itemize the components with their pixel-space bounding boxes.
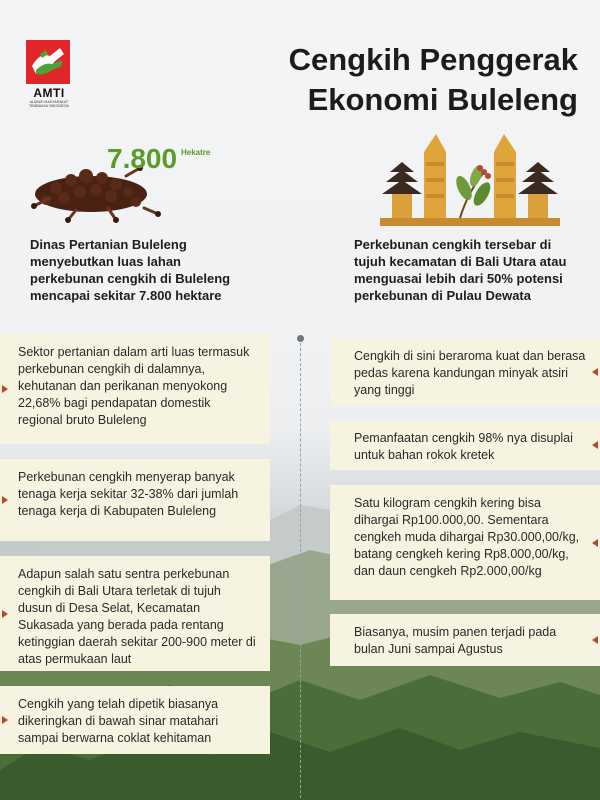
page-title bbox=[248, 40, 578, 120]
fact-card-text: Biasanya, musim panen terjadi pada bulan Juni sampai Agustus bbox=[354, 625, 557, 656]
fact-card-text: Sektor pertanian dalam arti luas termasuk perkebunan cengkih di dalamnya, kehutanan dan perikanan menyokong 22,68% bagi pendapatan domestik regional bruto Buleleng bbox=[18, 345, 250, 427]
card-arrow-icon bbox=[592, 636, 598, 644]
fact-card-text: Cengkih di sini beraroma kuat dan berasa pedas karena kandungan minyak atsiri yang tinggi bbox=[354, 349, 586, 397]
fact-card-text: Satu kilogram cengkih kering bisa dihargai Rp100.000,00. Sementara cengkeh muda dihargai Rp30.000,00/kg, batang cengkeh kering Rp8.000,00/kg, dan daun cengkeh Rp2.000,00/kg bbox=[354, 496, 580, 578]
card-arrow-icon bbox=[2, 716, 8, 724]
card-arrow-icon bbox=[592, 368, 598, 376]
fact-card-left-2 bbox=[0, 459, 270, 541]
balinese-gate-icon bbox=[380, 132, 560, 230]
timeline-dot bbox=[297, 335, 304, 342]
fact-card-left-1 bbox=[0, 334, 270, 444]
stat-value: 7.800 bbox=[107, 143, 178, 174]
fact-card-right-1 bbox=[330, 338, 600, 406]
logo-mark bbox=[26, 40, 70, 84]
fact-card-right-2 bbox=[330, 420, 600, 470]
card-arrow-icon bbox=[2, 496, 8, 504]
fact-card-right-3 bbox=[330, 485, 600, 600]
card-arrow-icon bbox=[2, 610, 8, 618]
fact-card-right-4 bbox=[330, 614, 600, 666]
stat-unit: Hekatre bbox=[181, 148, 211, 157]
title-line-1: Cengkih Penggerak bbox=[288, 42, 578, 77]
fact-card-text: Pemanfaatan cengkih 98% nya disuplai untuk bahan rokok kretek bbox=[354, 431, 573, 462]
amti-logo bbox=[24, 40, 74, 114]
card-arrow-icon bbox=[592, 441, 598, 449]
fact-card-text: Perkebunan cengkih menyerap banyak tenaga kerja sekitar 32-38% dari jumlah tenaga kerja di Kabupaten Buleleng bbox=[18, 470, 239, 518]
title-line-2: Ekonomi Buleleng bbox=[307, 82, 578, 117]
logo-name: AMTI bbox=[33, 86, 65, 100]
intro-right-text: Perkebunan cengkih tersebar di tujuh kecamatan di Bali Utara atau menguasai lebih dari 50% potensi perkebunan di Pulau Dewata bbox=[354, 237, 567, 303]
card-arrow-icon bbox=[2, 385, 8, 393]
fact-card-text: Cengkih yang telah dipetik biasanya dikeringkan di bawah sinar matahari sampai berwarna coklat kehitaman bbox=[18, 697, 219, 745]
fact-card-left-3 bbox=[0, 556, 270, 671]
logo-subtitle: ALIANSI MASYARAKAT TEMBAKAU INDONESIA bbox=[28, 100, 70, 108]
timeline-line bbox=[300, 338, 301, 798]
card-arrow-icon bbox=[592, 539, 598, 547]
intro-left-text: Dinas Pertanian Buleleng menyebutkan luas lahan perkebunan cengkih di Buleleng mencapai sekitar 7.800 hektare bbox=[30, 237, 231, 303]
fact-card-left-4 bbox=[0, 686, 270, 754]
fact-card-text: Adapun salah satu sentra perkebunan cengkih di Bali Utara terletak di tujuh dusun di Desa Selat, Kecamatan Sukasada yang berada pada rentang ketinggian daerah sekitar 200-900 meter di atas permukaan laut bbox=[18, 567, 256, 666]
